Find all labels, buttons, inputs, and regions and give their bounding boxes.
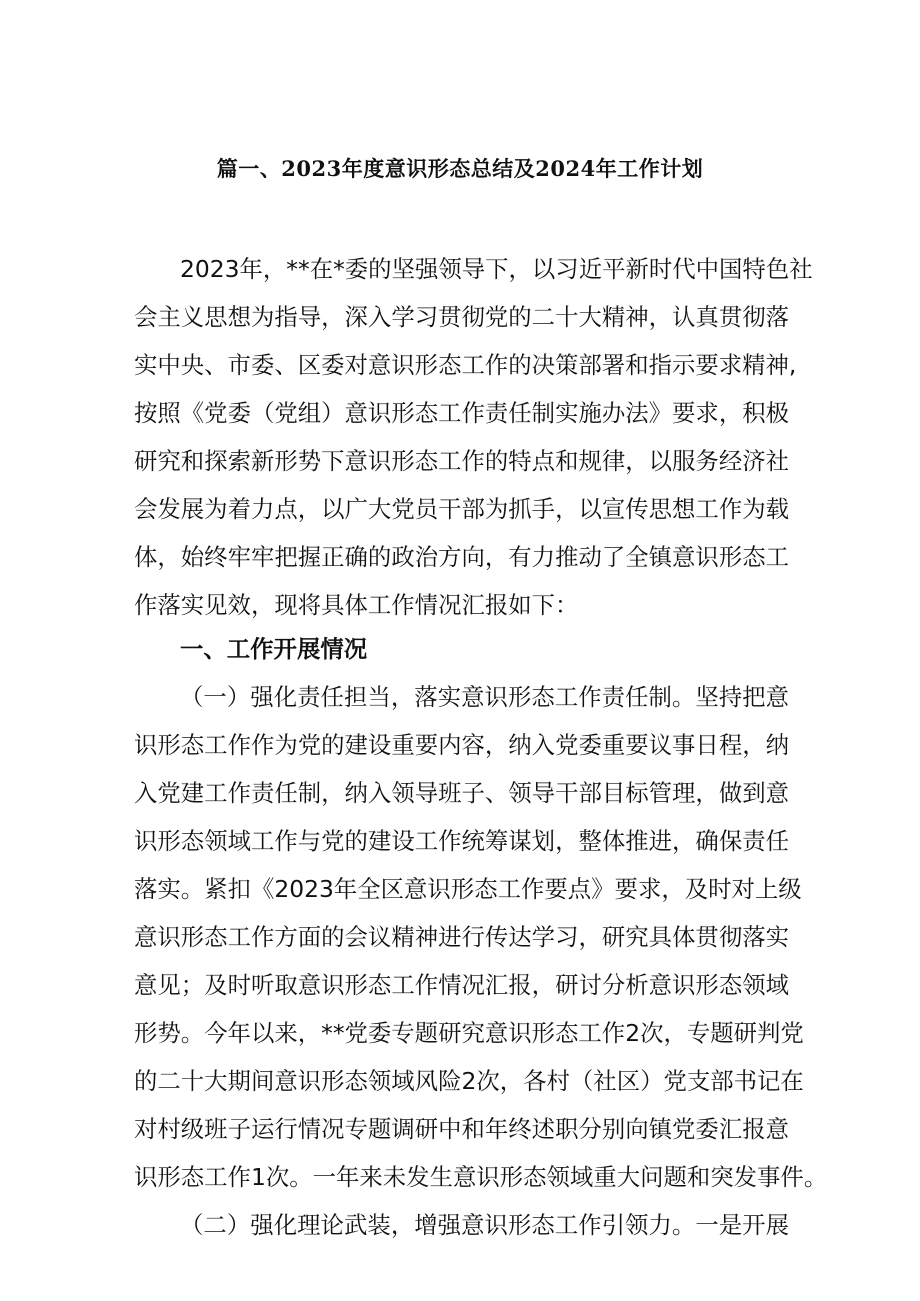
paragraph-line: 作落实见效，现将具体工作情况汇报如下： [134,591,579,619]
paragraph-line: （二）强化理论武装，增强意识形态工作引领力。一是开展 [180,1211,789,1239]
document-title: 篇一、2023年度意识形态总结及2024年工作计划 [216,156,704,181]
paragraph-line: 形势。今年以来，**党委专题研究意识形态工作2次，专题研判党 [134,1019,804,1047]
paragraph-line: 体，始终牢牢把握正确的政治方向，有力推动了全镇意识形态工 [134,543,789,571]
paragraph-line: 会发展为着力点，以广大党员干部为抓手，以宣传思想工作为载 [134,495,789,523]
paragraph-line: 的二十大期间意识形态领域风险2次，各村（社区）党支部书记在 [134,1067,804,1095]
paragraph-line: 研究和探索新形势下意识形态工作的特点和规律，以服务经济社 [134,447,789,475]
paragraph-line: 识形态工作作为党的建设重要内容，纳入党委重要议事日程，纳 [134,731,789,759]
paragraph-line: 识形态领域工作与党的建设工作统筹谋划，整体推进，确保责任 [134,827,789,855]
paragraph-line: 对村级班子运行情况专题调研中和年终述职分别向镇党委汇报意 [134,1115,789,1143]
paragraph-line: 落实。紧扣《2023年全区意识形态工作要点》要求，及时对上级 [134,875,802,903]
paragraph-line: 识形态工作1次。一年来未发生意识形态领域重大问题和突发事件。 [134,1163,828,1191]
paragraph-line: 实中央、市委、区委对意识形态工作的决策部署和指示要求精神, [134,351,797,379]
paragraph-line: 意识形态工作方面的会议精神进行传达学习，研究具体贯彻落实 [134,923,789,951]
section-heading: 一、工作开展情况 [180,635,368,663]
paragraph-line: 按照《党委（党组）意识形态工作责任制实施办法》要求，积极 [134,399,789,427]
paragraph-line: 入党建工作责任制，纳入领导班子、领导干部目标管理，做到意 [134,779,789,807]
paragraph-line: 意见；及时听取意识形态工作情况汇报，研讨分析意识形态领域 [134,971,789,999]
paragraph-line: 会主义思想为指导，深入学习贯彻党的二十大精神，认真贯彻落 [134,303,789,331]
paragraph-line: 2023年，**在*委的坚强领导下，以习近平新时代中国特色社 [180,255,813,283]
paragraph-line: （一）强化责任担当，落实意识形态工作责任制。坚持把意 [180,683,789,711]
